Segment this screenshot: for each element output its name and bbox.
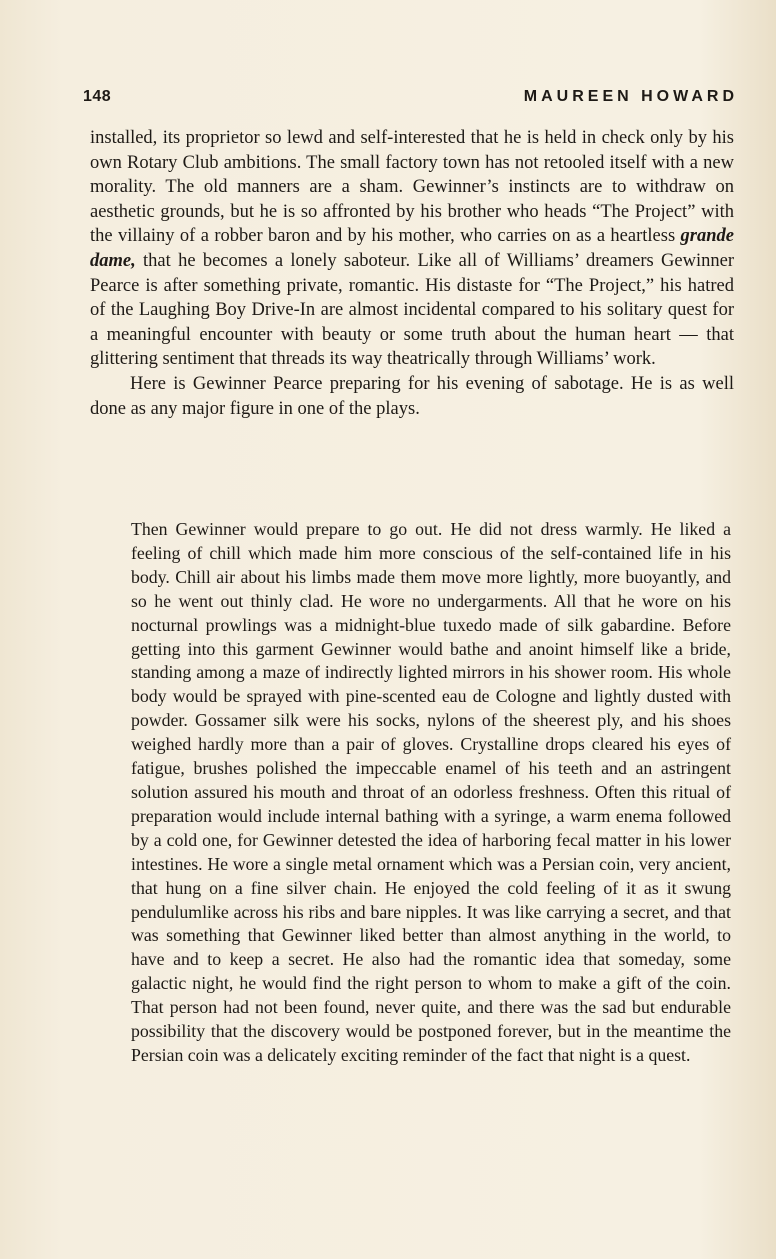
block-quote-text: Then Gewinner would prepare to go out. He did not dress warmly. He liked a feeling of chill which made him more conscious of the self-contained life in his body. Chill air about his limbs made them move more lightly, more buoyantly, and so he went out thinly clad. He wore no undergarments. All that he wore on his nocturnal prowlings was a midnight-blue tuxedo made of silk gabardine. Before getting into this garment Gewinner would bathe and anoint himself like a bride, standing among a maze of indirectly lighted mirrors in his shower room. His whole body would be sprayed with pine-scented eau de Cologne and lightly dusted with powder. Gossamer silk were his socks, nylons of the sheerest ply, and his shoes weighed hardly more than a pair of gloves. Crystalline drops cleared his eyes of fatigue, brushes polished the impeccable enamel of his teeth and an astringent solution assured his mouth and throat of an odorless freshness. Often this ritual of preparation would include internal bathing with a syringe, a warm enema followed by a cold one, for Gewinner detested the idea of harboring fecal matter in his lower intestines. He wore a single metal ornament which was a Persian coin, very ancient, that hung on a fine silver chain. He enjoyed the cold feeling of it as it swung pendulumlike across his ribs and bare nipples. It was like carrying a secret, and that was something that Gewinner liked better than almost anything in the world, to have and to keep a secret. He also had the romantic idea that someday, some galactic night, he would find the right person to whom to make a gift of the coin. That person had not been found, never quite, and there was the sad but endurable possibility that the discovery would be postponed forever, but in the meantime the Persian coin was a delicately exciting reminder of the fact that night is a quest. xyxy=(131,519,731,1065)
page-number: 148 xyxy=(83,88,112,105)
body-text xyxy=(90,126,734,421)
paragraph-1-part-a: installed, its proprietor so lewd and self-interested that he is held in check only by his own Rotary Club ambitions. The small factory town has not retooled itself with a new morality. The old manners are a sham. Gewinner’s instincts are to withdraw on aesthetic grounds, but he is so affronted by his brother who heads “The Project” with the villainy of a robber baron and by his mother, who carries on as a heartless xyxy=(90,128,734,247)
paragraph-1-part-b: that he becomes a lonely saboteur. Like all of Williams’ dreamers Gewinner Pearce is after something private, romantic. His distaste for “The Project,” his hatred of the Laughing Boy Drive-In are almost incidental compared to his solitary quest for a meaningful encounter with beauty or some truth about the human heart — that glittering sentiment that threads its way theatrically through Williams’ work. xyxy=(90,250,734,370)
running-header xyxy=(83,88,738,110)
italic-phrase: grande dame, xyxy=(90,226,734,271)
paragraph-1 xyxy=(90,126,734,372)
paragraph-2: Here is Gewinner Pearce preparing for his evening of sabotage. He is as well done as any major figure in one of the plays. xyxy=(90,373,734,419)
block-quote xyxy=(131,518,731,1068)
running-head-author: MAUREEN HOWARD xyxy=(523,88,738,105)
